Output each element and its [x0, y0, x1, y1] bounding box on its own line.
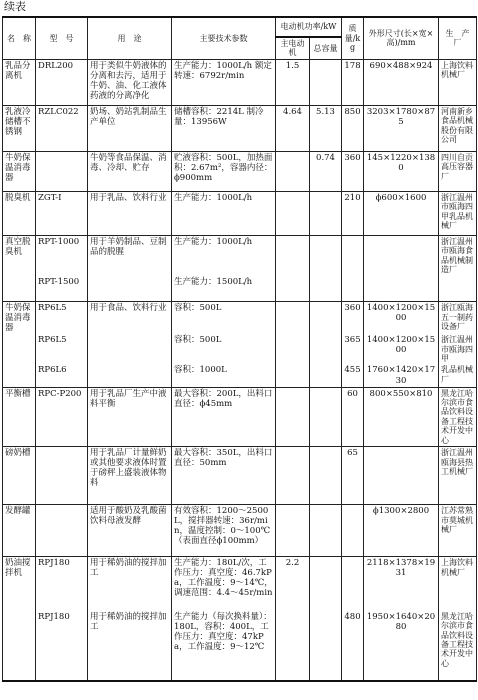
cell-name: 脱臭机 [3, 191, 36, 235]
cell-mass: 60 [342, 387, 364, 447]
cell-dims: 1950×1640×2080 [364, 611, 439, 681]
cell-use [88, 276, 172, 302]
cell-mass: 455 [342, 364, 364, 387]
equipment-table [2, 16, 477, 682]
table-row [3, 59, 477, 105]
cell-main-motor [276, 151, 310, 191]
cell-model: ZGT-I [36, 191, 88, 235]
cell-name [3, 276, 36, 302]
table-row [3, 191, 477, 235]
cell-total [310, 557, 342, 611]
cell-params: 容积：500L [172, 334, 276, 364]
cell-model: RP6L6 [36, 364, 88, 387]
cell-model: RP6L5 [36, 334, 88, 364]
table-row [3, 387, 477, 447]
cell-use: 用于羊奶制品、豆制品的脱腥 [88, 235, 172, 275]
cell-use: 奶场、奶站乳制品生产单位 [88, 105, 172, 151]
cell-total [310, 364, 342, 387]
cell-use: 用于食品、饮料行业 [88, 302, 172, 335]
cell-total [310, 387, 342, 447]
cell-mass [342, 235, 364, 275]
cell-dims [364, 235, 439, 275]
cell-name: 磅奶槽 [3, 447, 36, 505]
cell-params: 最大容积：200L，出料口直径：ϕ45mm [172, 387, 276, 447]
cell-main-motor [276, 387, 310, 447]
cell-name: 真空脱臭机 [3, 235, 36, 275]
table-row [3, 151, 477, 191]
cell-use [88, 364, 172, 387]
cell-params: 生产能力：1500L/h [172, 276, 276, 302]
cell-model: RZLC022 [36, 105, 88, 151]
cell-maker: 黑龙江哈尔滨市食品饮料设备工程技术开发中心 [439, 387, 477, 447]
col-mass-header: 质量/kg [342, 17, 364, 59]
cell-maker: 浙江瓯海五一制药设备厂 [439, 302, 477, 335]
cell-params: 容积：500L [172, 302, 276, 335]
cell-main-motor [276, 505, 310, 557]
cell-model [36, 447, 88, 505]
cell-maker: 浙江温州瓯海县热工机械厂 [439, 447, 477, 505]
table-row [3, 105, 477, 151]
table-row [3, 611, 477, 681]
cell-use [88, 334, 172, 364]
cell-maker: 浙江温州市瓯海四甲乳品机械厂 [439, 191, 477, 235]
cell-main-motor [276, 191, 310, 235]
cell-maker: 上海饮料机械厂 [439, 557, 477, 611]
cell-name: 平衡槽 [3, 387, 36, 447]
cell-maker: 河南新乡食品机械股份有限公司 [439, 105, 477, 151]
cell-total: 0.74 [310, 151, 342, 191]
cell-params: 容积：1000L [172, 364, 276, 387]
cell-total [310, 611, 342, 681]
cell-dims: 145×1220×1380 [364, 151, 439, 191]
cell-maker: 乳品机械厂 [439, 364, 477, 387]
cell-params: 生产能力：180L/次，工作压力：真空度：46.7kPa，工作温度：9～14℃，调速范围：4.4～45r/min [172, 557, 276, 611]
cell-model [36, 151, 88, 191]
cell-mass: 210 [342, 191, 364, 235]
cell-dims: 3203×1780×875 [364, 105, 439, 151]
cell-use: 用于稀奶油的搅拌加工 [88, 611, 172, 681]
cell-params: 最大容积：350L，出料口直径：50mm [172, 447, 276, 505]
cell-total [310, 505, 342, 557]
cell-model: RPC-P200 [36, 387, 88, 447]
col-dims-header: 外形尺寸(长×宽×高)/mm [364, 17, 439, 59]
cell-main-motor: 1.5 [276, 59, 310, 105]
cell-dims: ϕ1300×2800 [364, 505, 439, 557]
cell-main-motor [276, 235, 310, 275]
cell-name [3, 364, 36, 387]
cell-main-motor [276, 364, 310, 387]
table-row [3, 364, 477, 387]
table-row [3, 557, 477, 611]
cell-name [3, 611, 36, 681]
cell-name: 乳液冷储槽不锈钢 [3, 105, 36, 151]
cell-maker: 浙江温州市瓯海食品机械制造厂 [439, 235, 477, 275]
cell-model: DRL200 [36, 59, 88, 105]
cell-maker: 上海饮料机械厂 [439, 59, 477, 105]
table-row [3, 302, 477, 335]
cell-name: 奶油搅拌机 [3, 557, 36, 611]
cell-mass: 360 [342, 302, 364, 335]
cell-use: 用于稀奶油的搅拌加工 [88, 557, 172, 611]
cell-mass: 365 [342, 334, 364, 364]
cell-total [310, 302, 342, 335]
cell-dims [364, 447, 439, 505]
cell-params: 生产能力：1000L/h [172, 235, 276, 275]
cell-use: 用于乳品厂生产中液料平衡 [88, 387, 172, 447]
cell-dims: 1760×1420×1730 [364, 364, 439, 387]
cell-dims: 1400×1200×1500 [364, 334, 439, 364]
cell-total [310, 235, 342, 275]
cell-total [310, 447, 342, 505]
cell-name: 乳品分离机 [3, 59, 36, 105]
cell-params: 生产能力：1000L/h 额定转速：6792r/min [172, 59, 276, 105]
cell-dims: 800×550×810 [364, 387, 439, 447]
cell-main-motor [276, 276, 310, 302]
cell-mass [342, 557, 364, 611]
cell-main-motor [276, 302, 310, 335]
cell-maker: 四川自贡高压容器厂 [439, 151, 477, 191]
cell-model: RPT-1000 [36, 235, 88, 275]
cell-model: RP6L5 [36, 302, 88, 335]
table-row [3, 447, 477, 505]
cell-model: RPJ180 [36, 611, 88, 681]
table-row [3, 334, 477, 364]
cell-model: RPT-1500 [36, 276, 88, 302]
table-row [3, 276, 477, 302]
cell-main-motor [276, 611, 310, 681]
cell-mass: 360 [342, 151, 364, 191]
col-main-motor-header: 主电动机 [276, 37, 310, 59]
cell-name: 牛奶保温消毒器 [3, 151, 36, 191]
cell-name: 发酵罐 [3, 505, 36, 557]
cell-name: 牛奶保温消毒器 [3, 302, 36, 335]
col-total-header: 总容量 [310, 37, 342, 59]
cell-dims: 2118×1378×1931 [364, 557, 439, 611]
cell-params: 储槽容积：2214L 制冷量：13956W [172, 105, 276, 151]
cell-main-motor [276, 334, 310, 364]
continued-label: 续表 [4, 0, 26, 13]
cell-mass [342, 276, 364, 302]
col-use-header: 用 途 [88, 17, 172, 59]
cell-total [310, 276, 342, 302]
col-params-header: 主要技术参数 [172, 17, 276, 59]
cell-name [3, 334, 36, 364]
table-row [3, 505, 477, 557]
cell-maker: 浙江温州市瓯海四甲 [439, 334, 477, 364]
cell-maker [439, 276, 477, 302]
cell-params: 有效容积：1200～2500L，搅拌器转速：36r/min，温度控制：0～100℃（表面直径ϕ100mm） [172, 505, 276, 557]
table-row [3, 235, 477, 275]
cell-use: 适用于酸奶及乳酸菌饮料母液发酵 [88, 505, 172, 557]
cell-use: 用于类似牛奶液体的分离和去污，适用于牛奶、油、化工液体药液的分离净化 [88, 59, 172, 105]
cell-main-motor [276, 447, 310, 505]
cell-dims: 1400×1200×1500 [364, 302, 439, 335]
cell-dims [364, 276, 439, 302]
cell-total: 5.13 [310, 105, 342, 151]
cell-main-motor: 2.2 [276, 557, 310, 611]
cell-use: 用于乳品、饮料行业 [88, 191, 172, 235]
cell-total [310, 59, 342, 105]
cell-model [36, 505, 88, 557]
cell-mass: 178 [342, 59, 364, 105]
cell-model: RPJ180 [36, 557, 88, 611]
col-model-header: 型 号 [36, 17, 88, 59]
cell-mass [342, 505, 364, 557]
cell-mass: 480 [342, 611, 364, 681]
cell-total [310, 334, 342, 364]
col-maker-header: 生 产 厂 [439, 17, 477, 59]
cell-total [310, 191, 342, 235]
cell-main-motor: 4.64 [276, 105, 310, 151]
cell-dims: 690×488×924 [364, 59, 439, 105]
cell-maker: 江苏常熟市莫城机械厂 [439, 505, 477, 557]
cell-dims: ϕ600×1600 [364, 191, 439, 235]
cell-use: 用于乳品厂计量鲜奶或其他要求液体时置于磅秤上盛装液体物料 [88, 447, 172, 505]
cell-use: 牛奶等食品保温、消毒、冷却、贮存 [88, 151, 172, 191]
cell-maker: 黑龙江哈尔滨市食品饮料设备工程技术开发中心 [439, 611, 477, 681]
table-body [3, 59, 477, 680]
cell-mass: 850 [342, 105, 364, 151]
cell-params: 贮液容积：500L，加热面积：2.67m²，容器内径：ϕ900mm [172, 151, 276, 191]
col-name-header: 名 称 [3, 17, 36, 59]
cell-mass: 65 [342, 447, 364, 505]
col-power-header: 电动机功率/kW [276, 17, 342, 37]
cell-params: 生产能力：1000L/h [172, 191, 276, 235]
cell-params: 生产能力（每次换料量）：180L，容积：400L，工作压力：真空度：47kPa，工作温度：9～12℃ [172, 611, 276, 681]
